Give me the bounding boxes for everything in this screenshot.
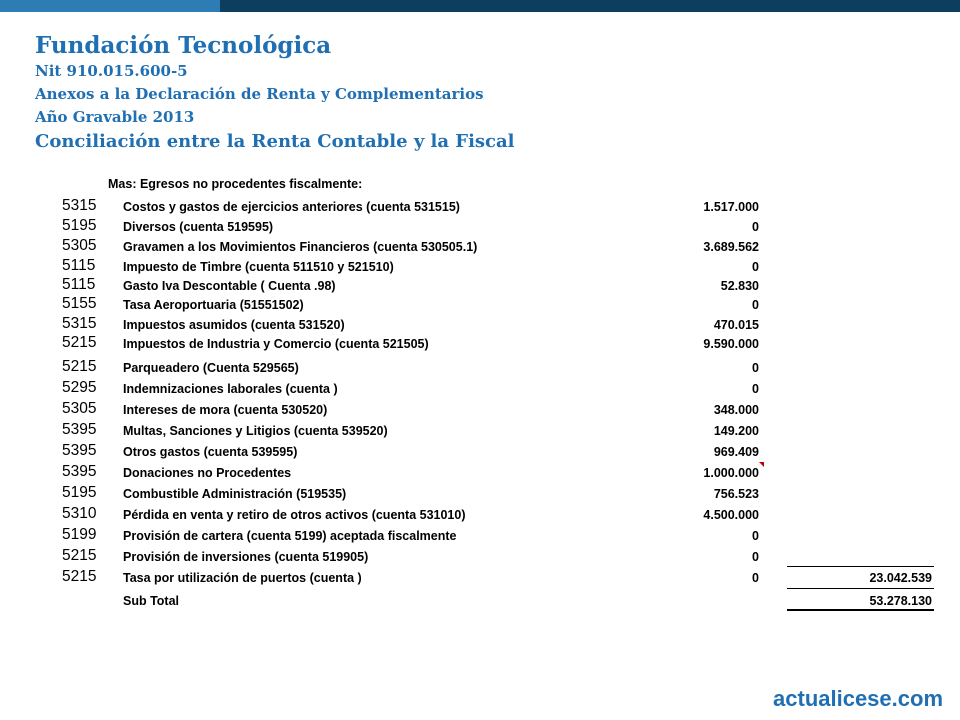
row-description: Indemnizaciones laborales (cuenta ) [123, 382, 338, 396]
total-top-rule [787, 566, 934, 567]
annex-line: Anexos a la Declaración de Renta y Complementarios [35, 85, 484, 103]
row-description: Gasto Iva Descontable ( Cuenta .98) [123, 279, 336, 293]
account-code: 5215 [62, 547, 97, 564]
table-row [0, 420, 960, 440]
account-code: 5195 [62, 484, 97, 501]
table-row [0, 399, 960, 419]
row-description: Provisión de cartera (cuenta 5199) aceptada fiscalmente [123, 529, 457, 543]
row-amount: 756.523 [713, 487, 759, 501]
account-code: 5115 [62, 257, 96, 274]
table-row [0, 236, 960, 256]
nit-line: Nit 910.015.600-5 [35, 62, 188, 80]
table-row [0, 333, 960, 353]
row-amount: 3.689.562 [703, 240, 759, 254]
row-amount: 0 [752, 220, 759, 234]
subtotal-underline [787, 609, 934, 611]
row-description: Gravamen a los Movimientos Financieros (cuenta 530505.1) [123, 240, 478, 254]
table-row [0, 196, 960, 216]
table-row [0, 378, 960, 398]
row-description: Combustible Administración (519535) [123, 487, 347, 501]
row-description: Otros gastos (cuenta 539595) [123, 445, 298, 459]
account-code: 5395 [62, 442, 97, 459]
account-code: 5315 [62, 197, 97, 214]
table-row [0, 256, 960, 276]
conciliation-heading: Conciliación entre la Renta Contable y la Fiscal [35, 131, 515, 152]
row-description: Tasa Aeroportuaria (51551502) [123, 298, 304, 312]
row-description: Diversos (cuenta 519595) [123, 220, 274, 234]
account-code: 5315 [62, 315, 97, 332]
row-amount: 9.590.000 [703, 337, 759, 351]
row-amount: 1.517.000 [703, 200, 759, 214]
table-row [0, 216, 960, 236]
account-code: 5215 [62, 334, 97, 351]
row-description: Provisión de inversiones (cuenta 519905) [123, 550, 369, 564]
row-description: Impuestos de Industria y Comercio (cuenta 521505) [123, 337, 429, 351]
row-description: Pérdida en venta y retiro de otros activos (cuenta 531010) [123, 508, 466, 522]
table-row [0, 483, 960, 503]
table-row [0, 294, 960, 314]
row-amount: 0 [752, 550, 759, 564]
row-amount: 470.015 [713, 318, 759, 332]
row-amount: 4.500.000 [703, 508, 759, 522]
table-row [0, 357, 960, 377]
row-amount: 1.000.000 [703, 466, 759, 480]
row-amount: 0 [752, 298, 759, 312]
section-label: Mas: Egresos no procedentes fiscalmente: [108, 177, 363, 191]
account-code: 5305 [62, 400, 97, 417]
row-amount: 0 [752, 529, 759, 543]
table-row [0, 275, 960, 295]
table-row [0, 525, 960, 545]
subtotal-amount: 53.278.130 [869, 594, 932, 608]
row-description: Multas, Sanciones y Litigios (cuenta 539520) [123, 424, 388, 438]
row-amount: 0 [752, 260, 759, 274]
top-bar-light-segment [0, 0, 220, 12]
row-description: Tasa por utilización de puertos (cuenta ) [123, 571, 362, 585]
row-amount: 348.000 [713, 403, 759, 417]
brand-footer: actualicese.com [773, 686, 943, 711]
account-code: 5310 [62, 505, 97, 522]
row-description: Intereses de mora (cuenta 530520) [123, 403, 328, 417]
account-code: 5215 [62, 568, 97, 585]
row-description: Costos y gastos de ejercicios anteriores (cuenta 531515) [123, 200, 460, 214]
account-code: 5115 [62, 276, 96, 293]
table-row [0, 504, 960, 524]
column-total: 23.042.539 [869, 571, 932, 585]
subtotal-label: Sub Total [123, 594, 180, 608]
account-code: 5155 [62, 295, 97, 312]
document-header [35, 32, 515, 154]
cell-comment-indicator-icon [759, 462, 764, 467]
subtotal-row [0, 590, 960, 610]
account-code: 5199 [62, 526, 97, 543]
account-code: 5395 [62, 463, 97, 480]
table-row [0, 567, 960, 587]
account-code: 5195 [62, 217, 97, 234]
account-code: 5215 [62, 358, 97, 375]
table-row [0, 441, 960, 461]
page-title: Fundación Tecnológica [35, 32, 332, 59]
row-description: Impuesto de Timbre (cuenta 511510 y 521510) [123, 260, 394, 274]
top-bar-dark-segment [220, 0, 960, 12]
row-amount: 0 [752, 382, 759, 396]
row-description: Impuestos asumidos (cuenta 531520) [123, 318, 345, 332]
table-row [0, 314, 960, 334]
year-line: Año Gravable 2013 [35, 108, 195, 126]
row-description: Parqueadero (Cuenta 529565) [123, 361, 299, 375]
table-row [0, 546, 960, 566]
table-row [0, 462, 960, 482]
row-description: Donaciones no Procedentes [123, 466, 292, 480]
row-amount: 0 [752, 361, 759, 375]
row-amount: 149.200 [713, 424, 759, 438]
row-amount: 969.409 [713, 445, 759, 459]
row-amount: 0 [752, 571, 759, 585]
top-accent-bar [0, 0, 960, 12]
account-code: 5305 [62, 237, 97, 254]
account-code: 5295 [62, 379, 97, 396]
total-bottom-rule [787, 588, 934, 589]
account-code: 5395 [62, 421, 97, 438]
row-amount: 52.830 [720, 279, 759, 293]
